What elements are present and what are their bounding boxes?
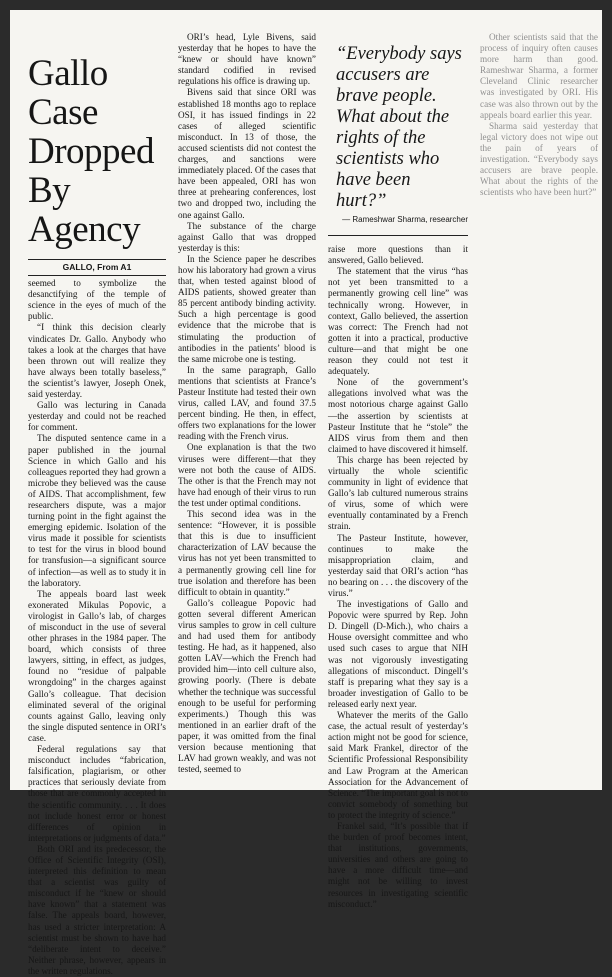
paragraph: The disputed sentence came in a paper published in the journal Science in which Gallo and his colleagues reported they had grown a microbe they believed was the cause of AIDS. That accomplishment, few researchers dispute, was a major turning point in the fight against the emerging epidemic. Isolation of the virus made it possible for scientists to test for the virus in blood bound for transfusion—a significant source of infection—as well as to study it in the laboratory. (28, 433, 166, 588)
column-1-body (28, 278, 166, 977)
headline-rule (28, 259, 166, 260)
column-3 (328, 32, 468, 909)
column-2 (178, 32, 316, 782)
paragraph: seemed to symbolize the desanctifying of the temple of science in the eyes of much of the public. (28, 278, 166, 322)
paragraph: One explanation is that the two viruses were different—that they were not both the cause of AIDS. The other is that the French may not have had enough of their virus to run the test under optimal conditions. (178, 442, 316, 508)
paragraph: The investigations of Gallo and Popovic were spurred by Rep. John D. Dingell (D-Mich.), who chairs a House oversight committee and who used such cases to argue that NIH was not vigorously investigating allegations of misconduct. Dingell’s staff is preparing what they say is a broader investigation of Gallo to be released early next year. (328, 599, 468, 709)
paragraph: The substance of the charge against Gallo that was dropped yesterday is this: (178, 220, 316, 253)
pull-quote-attribution: — Rameshwar Sharma, researcher (342, 215, 468, 224)
paragraph: This second idea was in the sentence: “However, it is possible that this is due to insufficient characterization of LAV because the virus has not yet been transmitted to a permanently growing cell line for true isolation and therefore has been difficult to obtain in quantity.” (178, 509, 316, 597)
paragraph: Frankel said, “It’s possible that if the burden of proof becomes intent, that institutions, governments, universities and others are going to have a more difficult time—and might not be willing to invest resources in investigating scientific misconduct.” (328, 820, 468, 909)
paragraph: Bivens said that since ORI was established 18 months ago to replace OSI, it has issued findings in 22 cases of alleged scientific misconduct. In 13 of those, the accused scientists did not contest the charges, and sanctions were immediately placed. Of the cases that have been appealed, ORI has won three at prehearing conferences, lost two and dropped two, including the one against Gallo. (178, 87, 316, 220)
headline: Gallo Case Dropped By Agency (28, 53, 154, 250)
jump-line: GALLO, From A1 (62, 262, 132, 272)
paragraph: The Pasteur Institute, however, continues to make the misappropriation claim, and yesterday said that ORI’s action “has no bearing on . . . the discovery of the virus.” (328, 532, 468, 598)
column-4 (480, 32, 598, 782)
newspaper-page (10, 10, 602, 976)
jump-rule (28, 275, 166, 276)
paragraph: The appeals board last week exonerated Mikulas Popovic, a virologist in Gallo’s lab, of charges of misconduct in the use of several other phrases in the 1984 paper. The board, which consists of three lawyers, sitting, in effect, as judges, found no “residue of palpable wrongdoing” in the charges against Gallo’s colleague. That decision eliminated several of the original counts against Gallo, leaving only the single disputed sentence in ORI’s case. (28, 588, 166, 743)
paragraph: Whatever the merits of the Gallo case, the actual result of yesterday’s action might not be good for science, said Mark Frankel, director of the Scientific Professional Responsibility and Law Program at the American Association for the Advancement of Science. “The important goal is not to convict somebody of something but to protect the integrity of science.” (328, 710, 468, 820)
paragraph: Gallo’s colleague Popovic had gotten several different American virus samples to grow in cell culture and had used them for antibody testing. He had, as it happened, also gotten LAV—which the French had provided him—into cell culture also, growing poorly. (There is debate whether the technique was successful enough to be useful for performing experiments.) Though this was mentioned in an earlier draft of the paper, it was omitted from the final version because mentioning that LAV had grown weakly, and was not tested, seemed to (178, 597, 316, 775)
paragraph: Federal regulations say that misconduct includes “fabrication, falsification, plagiarism, or other practices that seriously deviate from those that are commonly accepted in the scientific community. . . . It does not include honest error or honest differences of opinion in interpretations or judgments of data.” (28, 744, 166, 843)
paragraph: “I think this decision clearly vindicates Dr. Gallo. Anybody who takes a look at the charges that have been thrown out will realize they have always been totally baseless,” the scientist’s lawyer, Joseph Onek, said yesterday. (28, 322, 166, 400)
paragraph: ORI’s head, Lyle Bivens, said yesterday that he hopes to have the “knew or should have known” standard codified in revised regulations his office is drawing up. (178, 32, 316, 87)
paragraph: In the Science paper he describes how his laboratory had grown a virus that, when tested against blood of AIDS patients, showed greater than 85 percent antibody binding activity. Such a high percentage is good evidence that the microbe that is stimulating the production of antibodies in the patients’ blood is the same microbe one is testing. (178, 253, 316, 364)
paragraph: The statement that the virus “has not yet been transmitted to a permanently growing cell line” was technically wrong. However, in context, Gallo believed, the assertion was correct: The French had not gotten it into a practical, productive culture—and that might be one reason they could not test it adequately. (328, 266, 468, 377)
paragraph: Both ORI and its predecessor, the Office of Scientific Integrity (OSI), interpreted this definition to mean that a scientist was guilty of misconduct if he “knew or should have known” that a statement was false. The appeals board, however, has used a stricter interpretation: A scientist must be shown to have had “deliberate intent to deceive.” Neither phrase, however, appears in the written regulations. (28, 843, 166, 976)
paragraph: None of the government’s allegations involved what was the most notorious charge against Gallo—the assertion by scientists at Pasteur Institute that he “stole” the AIDS virus from them and then claimed to have discovered it himself. (328, 377, 468, 454)
pull-quote-rule (328, 235, 468, 236)
paragraph: Sharma said yesterday that legal victory does not wipe out the pain of years of investigation. “Everybody says accusers are brave people. What about the rights of the scientists who have been hurt?” (480, 120, 598, 198)
pull-quote: “Everybody says accusers are brave people. What about the rights of the scientists who have been hurt?” (336, 44, 462, 211)
article (28, 32, 598, 976)
paragraph: Gallo was lecturing in Canada yesterday and could not be reached for comment. (28, 400, 166, 433)
paragraph: raise more questions than it answered, Gallo believed. (328, 244, 468, 266)
paragraph: In the same paragraph, Gallo mentions that scientists at France’s Pasteur Institute had tested their own virus, called LAV, and found 37.5 percent binding. He then, in effect, offers two explanations for the lower reading with the French virus. (178, 364, 316, 442)
paragraph: Other scientists said that the process of inquiry often causes more harm than good. Rameshwar Sharma, a former Cleveland Clinic researcher was investigated by ORI. His case was also thrown out by the appeals board earlier this year. (480, 32, 598, 120)
paragraph: This charge has been rejected by virtually the whole scientific community in light of evidence that Gallo’s lab cultured numerous strains of virus, some of which were eventually contaminated by a French strain. (328, 454, 468, 532)
column-1 (28, 32, 166, 976)
